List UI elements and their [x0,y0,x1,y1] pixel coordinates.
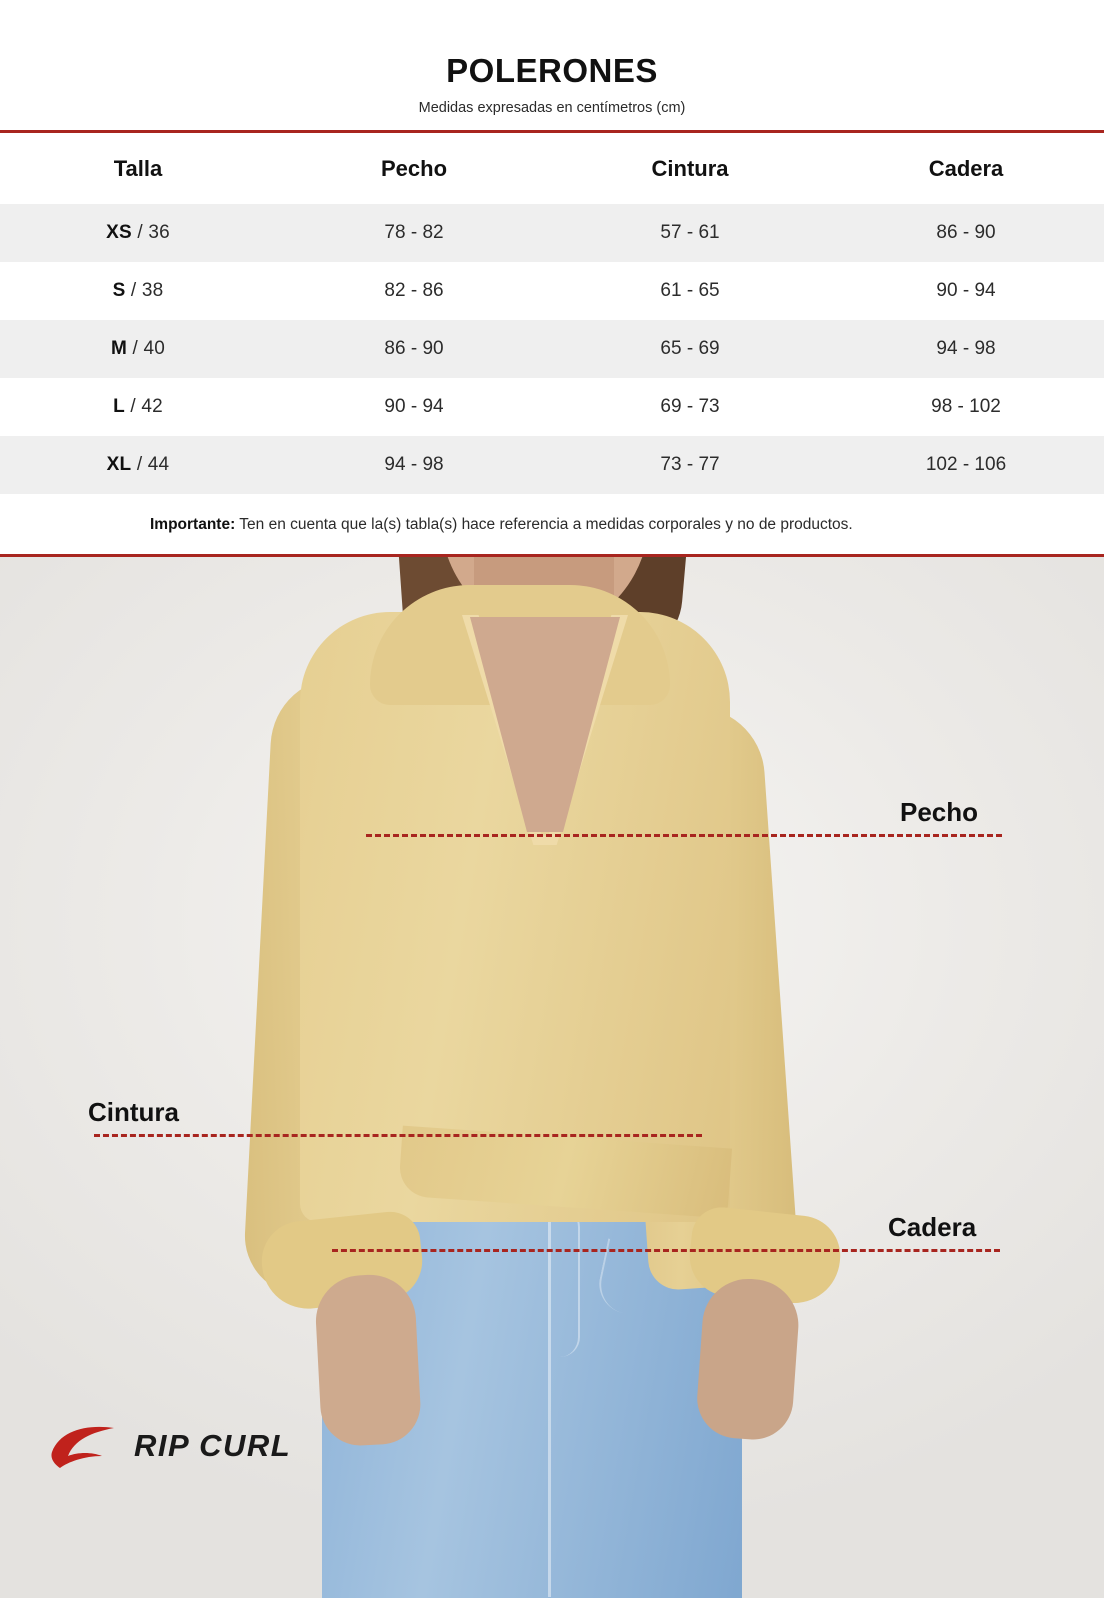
measure-line-pecho [366,834,1002,837]
hand-right [695,1276,802,1442]
rip-curl-wave-icon [48,1422,126,1470]
table-row [0,262,1104,320]
size-table [0,133,1104,494]
table-row [0,320,1104,378]
column-header-talla: Talla [0,133,276,204]
column-header-pecho: Pecho [276,133,552,204]
table-header-row [0,133,1104,204]
cell-pecho: 94 - 98 [276,436,552,494]
size-number: / 38 [130,280,164,301]
page-header [0,0,1104,130]
size-code: XL [106,454,132,475]
cell-cintura: 73 - 77 [552,436,828,494]
size-code: L [113,396,125,417]
hand-left [314,1272,423,1447]
cell-cintura: 65 - 69 [552,320,828,378]
column-header-cintura: Cintura [552,133,828,204]
cell-size [0,378,276,436]
measure-label-pecho: Pecho [900,797,979,827]
cell-size [0,204,276,262]
cell-cadera: 102 - 106 [828,436,1104,494]
cell-size [0,262,276,320]
brand-logo [48,1422,291,1470]
size-table-container [0,133,1104,554]
jeans-seam [548,1197,551,1597]
cell-cadera: 98 - 102 [931,396,1001,417]
size-number: / 42 [130,396,163,417]
measure-label-cintura: Cintura [88,1097,179,1127]
table-row [0,378,1104,436]
cell-pecho: 90 - 94 [384,396,444,417]
measure-line-cadera [332,1249,1000,1252]
measure-label-cadera: Cadera [888,1212,977,1242]
brand-name: RIP CURL [134,1428,292,1463]
cell-pecho: 86 - 90 [276,320,552,378]
cell-cadera: 94 - 98 [828,320,1104,378]
cell-cadera: 86 - 90 [828,204,1104,262]
cell-pecho: 82 - 86 [384,280,444,301]
cell-cintura: 57 - 61 [552,204,828,262]
measure-line-cintura [94,1134,702,1137]
important-note-text: Ten en cuenta que la(s) tabla(s) hace referencia a medidas corporales y no de productos. [235,516,853,533]
size-code: S [112,280,126,301]
size-number: / 40 [132,338,165,359]
cell-size [0,436,276,494]
column-header-cadera: Cadera [828,133,1104,204]
cell-cintura: 61 - 65 [660,280,720,301]
cell-pecho: 78 - 82 [276,204,552,262]
size-code: M [110,338,128,359]
important-note [0,494,1104,554]
cell-size [0,320,276,378]
table-row [0,436,1104,494]
cell-cadera: 90 - 94 [936,280,996,301]
page-subtitle: Medidas expresadas en centímetros (cm) [418,100,686,116]
important-note-label: Importante: [150,516,236,533]
table-row [0,204,1104,262]
garment-diagram-panel [0,554,1104,1598]
cell-cintura: 69 - 73 [660,396,720,417]
page-title: POLERONES [446,52,658,89]
size-number: / 44 [136,454,170,475]
size-code: XS [106,222,132,243]
size-number: / 36 [137,222,170,243]
